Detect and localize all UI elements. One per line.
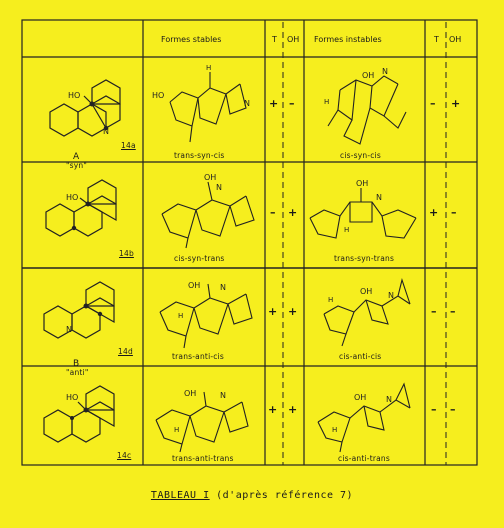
sign-row-2-stable-oh: + (288, 206, 298, 219)
sign-row-4-stable-t: + (268, 403, 278, 416)
sign-row-3-stable-oh: + (288, 305, 298, 318)
sign-row-3-stable-t: + (268, 305, 278, 318)
atom-h: H (174, 426, 180, 434)
sign-row-1-stable-oh: – (289, 97, 295, 110)
atom-oh: OH (204, 173, 217, 182)
stable-structure-14d (150, 272, 262, 350)
code-row-4: 14c (117, 451, 132, 460)
sign-row-1-stable-t: + (269, 97, 279, 110)
atom-oh: OH (188, 281, 201, 290)
sign-row-2-unstable-oh: – (451, 206, 457, 219)
unstable-name-row-2: trans-syn-trans (334, 254, 395, 263)
stable-structure-14b (150, 168, 262, 252)
sign-row-3-unstable-oh: – (450, 305, 456, 318)
sign-row-3-unstable-t: – (431, 305, 437, 318)
unstable-name-row-3: cis-anti-cis (339, 352, 382, 361)
atom-h: H (344, 226, 350, 234)
atom-n: N (244, 99, 250, 108)
atom-ho: HO (152, 91, 165, 100)
atom-n: N (216, 183, 222, 192)
atom-oh: OH (360, 287, 373, 296)
atom-n: N (376, 193, 382, 202)
atom-ho: HO (66, 193, 79, 202)
stable-name-row-1: trans-syn-cis (174, 151, 225, 160)
atom-oh: OH (184, 389, 197, 398)
atom-h: H (206, 64, 212, 72)
stable-name-row-4: trans-anti-trans (172, 454, 234, 463)
atom-oh: OH (362, 71, 375, 80)
skeleton-14a (30, 62, 140, 152)
unstable-name-row-1: cis-syn-cis (340, 151, 381, 160)
atom-oh: OH (356, 179, 369, 188)
atom-n: N (66, 325, 72, 334)
sign-row-2-stable-t: – (270, 206, 276, 219)
table-caption (0, 490, 504, 501)
group-b-name: "anti" (66, 368, 89, 377)
atom-ho: HO (66, 393, 79, 402)
header-oh-stable: OH (287, 35, 300, 44)
code-row-2: 14b (119, 249, 134, 258)
skeleton-14d (30, 272, 140, 354)
group-a-letter: A (73, 152, 80, 162)
sign-row-4-stable-oh: + (288, 403, 298, 416)
group-a-name: "syn" (66, 161, 87, 170)
atom-n: N (386, 395, 392, 404)
atom-h: H (178, 312, 184, 320)
stable-name-row-2: cis-syn-trans (174, 254, 225, 263)
sign-row-1-unstable-oh: + (451, 97, 461, 110)
unstable-name-row-4: cis-anti-trans (338, 454, 390, 463)
stable-structure-14c (150, 376, 262, 454)
skeleton-14b (30, 170, 140, 252)
atom-n: N (220, 283, 226, 292)
unstable-structure-14a (310, 62, 422, 148)
stable-name-row-3: trans-anti-cis (172, 352, 224, 361)
atom-oh: OH (354, 393, 367, 402)
sign-row-4-unstable-t: – (431, 403, 437, 416)
header-t-stable: T (272, 35, 277, 44)
header-unstable-forms: Formes instables (314, 35, 382, 44)
skeleton-14c (30, 376, 140, 458)
atom-n: N (103, 127, 109, 136)
header-t-unstable: T (434, 35, 439, 44)
sign-row-2-unstable-t: + (429, 206, 439, 219)
code-row-1: 14a (121, 141, 136, 150)
group-b-letter: B (73, 359, 80, 369)
sign-row-4-unstable-oh: – (450, 403, 456, 416)
atom-h: H (328, 296, 334, 304)
atom-n: N (382, 67, 388, 76)
unstable-structure-14c (310, 376, 422, 454)
caption-reference: (d'après référence 7) (216, 490, 354, 501)
sign-row-1-unstable-t: – (430, 97, 436, 110)
header-oh-unstable: OH (449, 35, 462, 44)
atom-n: N (388, 291, 394, 300)
caption-title: TABLEAU I (150, 490, 210, 501)
unstable-structure-14d (310, 272, 422, 350)
atom-ho: HO (68, 91, 81, 100)
atom-h: H (324, 98, 330, 106)
code-row-3: 14d (118, 347, 133, 356)
unstable-structure-14b (306, 172, 424, 248)
atom-h: H (332, 426, 338, 434)
atom-n: N (220, 391, 226, 400)
header-stable-forms: Formes stables (161, 35, 222, 44)
stable-structure-14a (150, 62, 262, 148)
